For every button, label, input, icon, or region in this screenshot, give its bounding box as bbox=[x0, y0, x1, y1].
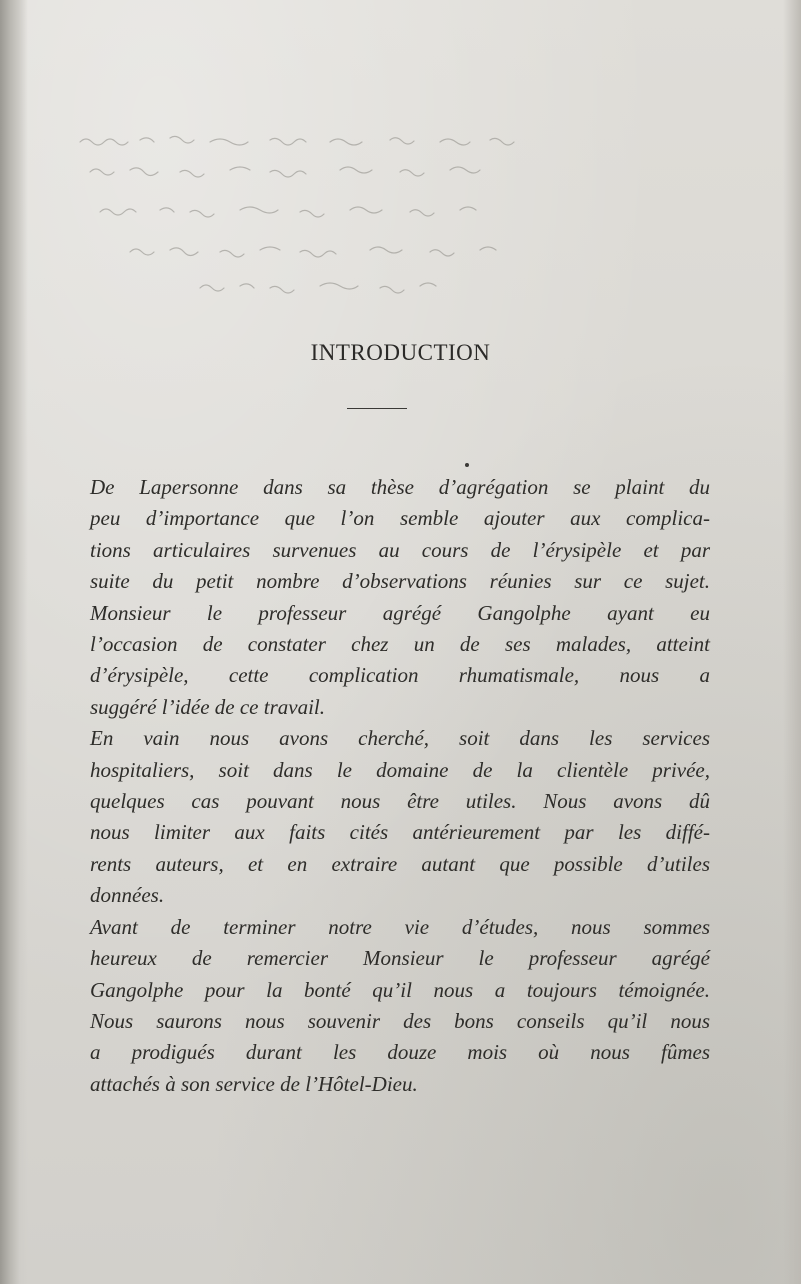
text-line: heureux de remercier Monsieur le professeur agrégé bbox=[90, 946, 710, 971]
ink-speck bbox=[465, 463, 469, 467]
text-line: tions articulaires survenues au cours de l’érysipèle et par bbox=[90, 537, 710, 562]
text-line: d’érysipèle, cette complication rhumatismale, nous a bbox=[90, 663, 710, 688]
text-line: a prodigués durant les douze mois où nous fûmes bbox=[90, 1040, 710, 1065]
text-line: Nous saurons nous souvenir des bons conseils qu’il nous bbox=[90, 1008, 710, 1033]
text-line: peu d’importance que l’on semble ajouter aux complica- bbox=[90, 506, 710, 531]
text-line: hospitaliers, soit dans le domaine de la clientèle privée, bbox=[90, 757, 710, 782]
text-line: données. bbox=[90, 883, 165, 908]
text-line: suite du petit nombre d’observations réunies sur ce sujet. bbox=[90, 569, 710, 594]
binding-shadow bbox=[0, 0, 28, 1284]
text-line: suggéré l’idée de ce travail. bbox=[90, 694, 325, 719]
text-line: En vain nous avons cherché, soit dans les services bbox=[90, 726, 710, 751]
text-line: l’occasion de constater chez un de ses malades, atteint bbox=[90, 632, 710, 657]
title-divider bbox=[347, 408, 407, 409]
page-edge-shadow bbox=[783, 0, 801, 1284]
body-text bbox=[90, 472, 710, 1100]
text-line: Monsieur le professeur agrégé Gangolphe ayant eu bbox=[90, 600, 710, 625]
text-line: Gangolphe pour la bonté qu’il nous a toujours témoignée. bbox=[90, 977, 710, 1002]
text-line: rents auteurs, et en extraire autant que possible d’utiles bbox=[90, 851, 710, 876]
text-line: Avant de terminer notre vie d’études, nous sommes bbox=[90, 914, 710, 939]
text-line: attachés à son service de l’Hôtel-Dieu. bbox=[90, 1071, 418, 1096]
show-through-texture bbox=[70, 120, 540, 310]
text-line: De Lapersonne dans sa thèse d’agrégation se plaint du bbox=[90, 475, 710, 499]
text-line: quelques cas pouvant nous être utiles. Nous avons dû bbox=[90, 789, 710, 814]
text-line: nous limiter aux faits cités antérieurement par les diffé- bbox=[90, 820, 710, 845]
page-title: INTRODUCTION bbox=[310, 340, 491, 365]
